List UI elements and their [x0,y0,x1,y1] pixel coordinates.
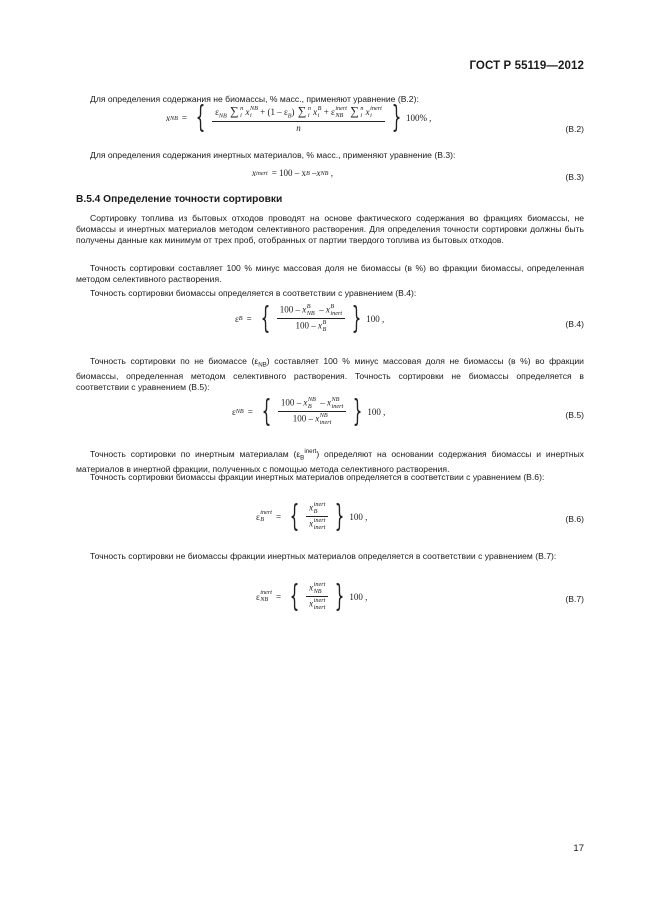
document-code: ГОСТ Р 55119—2012 [469,60,584,72]
equation-b7: ε inert NB = { x inert NB x inert inert } 100 , [256,578,368,614]
page-number: 17 [573,843,584,854]
paragraph-b5-intro: Точность сортировки по не биомассе $(\varepsilon_{NB})$ составляет 100 % минус массовая доля не биомассы (в %) во фракции биомассы, определенная методом селективного растворения. Точность сортировки не биомассы определяется в соответствии с уравнением (В.5): [76,356,584,393]
equation-number-b7: (В.7) [565,594,584,604]
paragraph-b2-intro: Для определения содержания не биомассы, % масс., применяют уравнение (В.2): [90,94,419,104]
equation-number-b4: (В.4) [565,319,584,329]
equation-b3: x inert = 100 – x B – x NB , [252,168,333,178]
equation-b4: ε B = { 100 – x B NB – x B inert 100 – x B B } 100 , [235,300,385,336]
equation-b6: ε inert B = { x inert B x inert inert } 100 , [256,498,368,534]
paragraph-inert-accuracy: Точность сортировки по инертным материалам $(\varepsilon_B^{inert})$ определяют на основании содержания биомассы и инертных материалов в инертной фракции, полученных с помощью метода селективного растворения. [76,448,584,475]
paragraph-sorting-accuracy: Точность сортировки составляет 100 % минус массовая доля не биомассы (в %) во фракции биомассы, определенная методом селективного растворения. [76,263,584,284]
section-heading: В.5.4 Определение точности сортировки [76,194,283,205]
paragraph-b6-intro: Точность сортировки биомассы фракции инертных материалов определяется в соответствии с уравнением (В.6): [90,472,545,482]
paragraph-b4-intro: Точность сортировки биомассы определяется в соответствии с уравнением (В.4): [90,288,417,298]
paragraph-b7-intro: Точность сортировки не биомассы фракции инертных материалов определяется в соответствии с уравнением (В.7): [90,551,557,561]
equation-number-b5: (В.5) [565,410,584,420]
equation-number-b2: (В.2) [565,124,584,134]
paragraph-b3-intro: Для определения содержания инертных материалов, % масс., применяют уравнение (В.3): [90,150,456,160]
equation-number-b6: (В.6) [565,514,584,524]
paragraph-sorting-basis: Сортировку топлива из бытовых отходов проводят на основе фактического содержания во фракциях биомассы, не биомассы и инертных материалов методом селективного растворения. Для определения точности сортировки должны быть получены данные как минимум от трех проб, отобранных от партии твердого топлива из бытовых отходов. [76,213,584,245]
equation-number-b3: (В.3) [565,172,584,182]
equation-b2: x NB = { $\varepsilon_{NB}$ ∑ n i x NB i + $(1 - \varepsilon_B)$ ∑ n i x B i + ε inert NB ∑ n i x inert i n } 100% , [166,100,432,136]
equation-b5: ε NB = { 100 – x NB B – x NB inert 100 – x NB inert } 100 , [232,393,386,429]
